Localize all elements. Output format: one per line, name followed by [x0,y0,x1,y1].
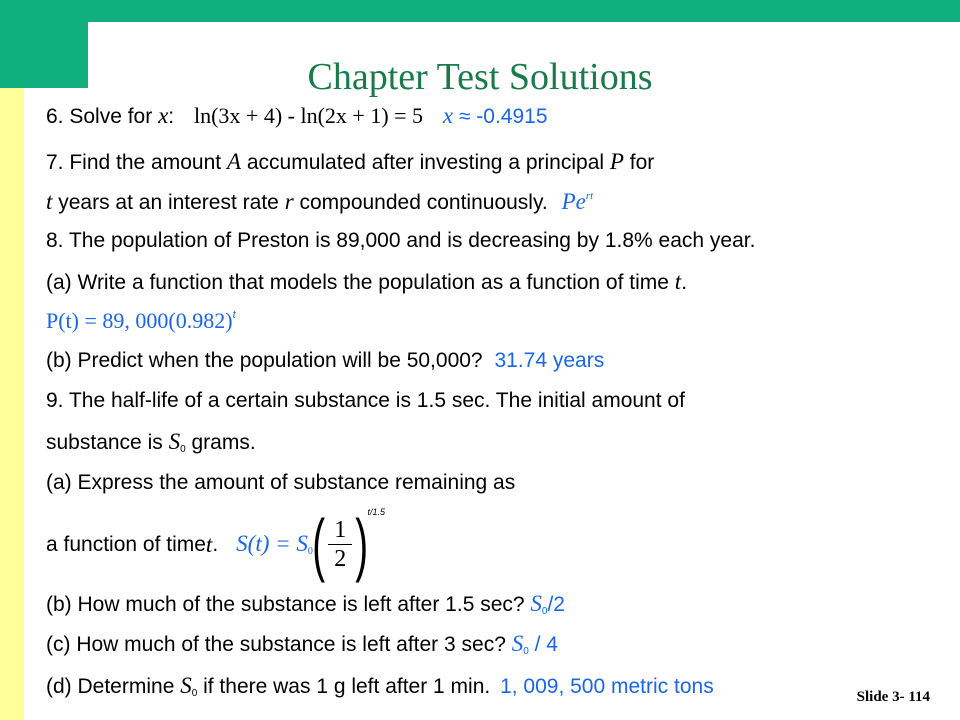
q9-b-line: (b) How much of the substance is left after 1.5 sec? $S_0/2$ [46,591,565,617]
q6-answer: x ≈ -0.4915 [442,103,548,128]
q9-a-answer-lhs: $S(t) = S_0$ [236,530,313,557]
q9-a-answer-fraction: ( $\frac{1}{2}$ ) [312,505,369,583]
q6-line: 6. Solve for x: ln(3x + 4) - ln(2x + 1) = 5 x ≈ -0.4915 [46,103,548,128]
q7-line-1: 7. Find the amount A accumulated after investing a principal P for [46,149,655,174]
q9-a-prompt: (a) Express the amount of substance remaining as [46,471,516,494]
q7-answer: $Pe^{rt}$ [561,189,594,214]
q8-line-1: 8. The population of Preston is 89,000 and is decreasing by 1.8% each year. [46,229,756,252]
q8-b-line: (b) Predict when the population will be 50,000? 31.74 years [46,349,605,372]
q8-b-answer: 31.74 years [494,349,605,372]
q8-a-prompt: (a) Write a function that models the population as a function of time t. [46,269,688,294]
left-accent-strip [0,88,24,720]
q9-a-answer-exponent: t/1.5 [367,507,386,517]
q9-b-answer: $S_0/2$ [530,591,565,617]
slide-title: Chapter Test Solutions [307,56,653,98]
q9-c-answer: $S_0 / 4$ [511,631,558,657]
q7-line-2: t years at an interest rate r compounded continuously. $Pe^{rt}$ [46,189,594,214]
q9-line-1: 9. The half-life of a certain substance is 1.5 sec. The initial amount of [46,389,685,412]
q9-c-line: (c) How much of the substance is left after 3 sec? $S_0 / 4$ [46,631,558,657]
q9-line-2: substance is $S_0$ grams. [46,429,256,455]
q9-d-line: (d) Determine $S_0$ if there was 1 g left after 1 min. 1, 009, 500 metric tons [46,673,714,699]
q9-d-answer: 1, 009, 500 metric tons [500,675,714,698]
top-accent-bar [0,0,960,22]
q6-equation: ln(3x + 4) - ln(2x + 1) = 5 [193,103,424,128]
slide-number: Slide 3- 114 [856,689,930,705]
q9-a-line: a function of time t . $S(t) = S_0$ ( $\frac{1}{2}$ ) t/1.5 [46,505,386,583]
q8-a-answer: P(t) = 89, $000(0.982)^t$ [46,308,236,333]
